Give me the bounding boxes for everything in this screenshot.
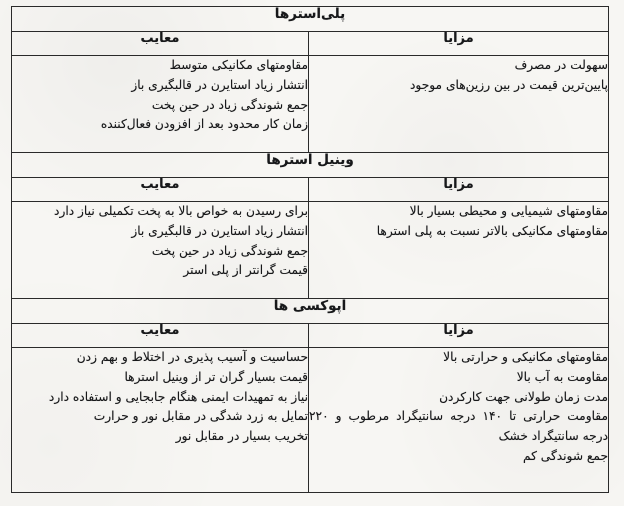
section-body-row — [11, 56, 608, 153]
list-item: مقاومت به آب بالا — [516, 369, 608, 384]
list-item: تخریب بسیار در مقابل نور — [175, 429, 308, 444]
list-item: قیمت بسیار گران تر از وینیل استرها — [124, 369, 308, 384]
column-header-row — [11, 178, 608, 202]
list-item: مدت زمان طولانی جهت کارکردن — [439, 389, 608, 404]
section-title-row — [11, 153, 608, 178]
list-item: قیمت گرانتر از پلی استر — [183, 263, 308, 278]
advantages-cell-epoxy — [309, 348, 609, 493]
list-item: سهولت در مصرف — [514, 58, 608, 72]
disadvantages-cell-vinylester — [11, 202, 308, 299]
list-item: جمع شوندگی زیاد در حین پخت — [151, 243, 308, 258]
column-header-row — [11, 324, 608, 348]
resin-comparison-table — [11, 6, 609, 493]
list-item: مقاومتهای مکانیکی و حرارتی بالا — [443, 350, 608, 365]
list-item: برای رسیدن به خواص بالا به پخت تکمیلی نیاز دارد — [54, 204, 308, 219]
list-item: انتشار زیاد استایرن در قالبگیری باز — [131, 77, 308, 92]
column-header-row — [11, 32, 608, 56]
section-title-epoxy: اپوکسی ها — [11, 299, 608, 324]
list-item: زمان کار محدود بعد از افزودن فعال‌کننده — [100, 117, 308, 132]
list-item: نیاز به تمهیدات ایمنی هنگام جابجایی و استفاده دارد — [48, 389, 308, 404]
column-header-advantages-polyester: مزایا — [309, 32, 609, 56]
column-header-disadvantages-epoxy: معایب — [11, 324, 308, 348]
document-page — [12, 6, 609, 493]
section-body-row — [11, 348, 608, 493]
section-title-row — [11, 299, 608, 324]
list-item: مقاومتهای شیمیایی و محیطی بسیار بالا — [409, 204, 608, 219]
list-item: حساسیت و آسیب پذیری در اختلاط و بهم زدن — [76, 350, 308, 365]
list-item: مقاومتهای مکانیکی متوسط — [169, 58, 308, 72]
section-title-polyester: پلی‌استرها — [11, 7, 608, 32]
list-item: پایین‌ترین قیمت در بین رزین‌های موجود — [410, 77, 608, 92]
disadvantages-cell-epoxy — [11, 348, 308, 493]
list-item: مقاومتهای مکانیکی بالاتر نسبت به پلی استرها — [376, 223, 608, 238]
list-item: جمع شوندگی کم — [523, 448, 608, 463]
list-item: انتشار زیاد استایرن در قالبگیری باز — [131, 223, 308, 238]
section-title-row — [11, 7, 608, 32]
disadvantages-cell-polyester — [11, 56, 308, 153]
section-title-vinylester: وینیل استرها — [11, 153, 608, 178]
list-item: مقاومت حرارتی تا ۱۴۰ درجه سانتیگراد مرطوب و ۲۲۰ درجه سانتیگراد خشک — [309, 409, 608, 444]
list-item: تمایل به زرد شدگی در مقابل نور و حرارت — [93, 409, 308, 424]
column-header-disadvantages-polyester: معایب — [11, 32, 308, 56]
list-item: جمع شوندگی زیاد در حین پخت — [151, 97, 308, 112]
column-header-disadvantages-vinylester: معایب — [11, 178, 308, 202]
advantages-cell-polyester — [309, 56, 609, 153]
section-body-row — [11, 202, 608, 299]
advantages-cell-vinylester — [309, 202, 609, 299]
column-header-advantages-epoxy: مزایا — [309, 324, 609, 348]
column-header-advantages-vinylester: مزایا — [309, 178, 609, 202]
